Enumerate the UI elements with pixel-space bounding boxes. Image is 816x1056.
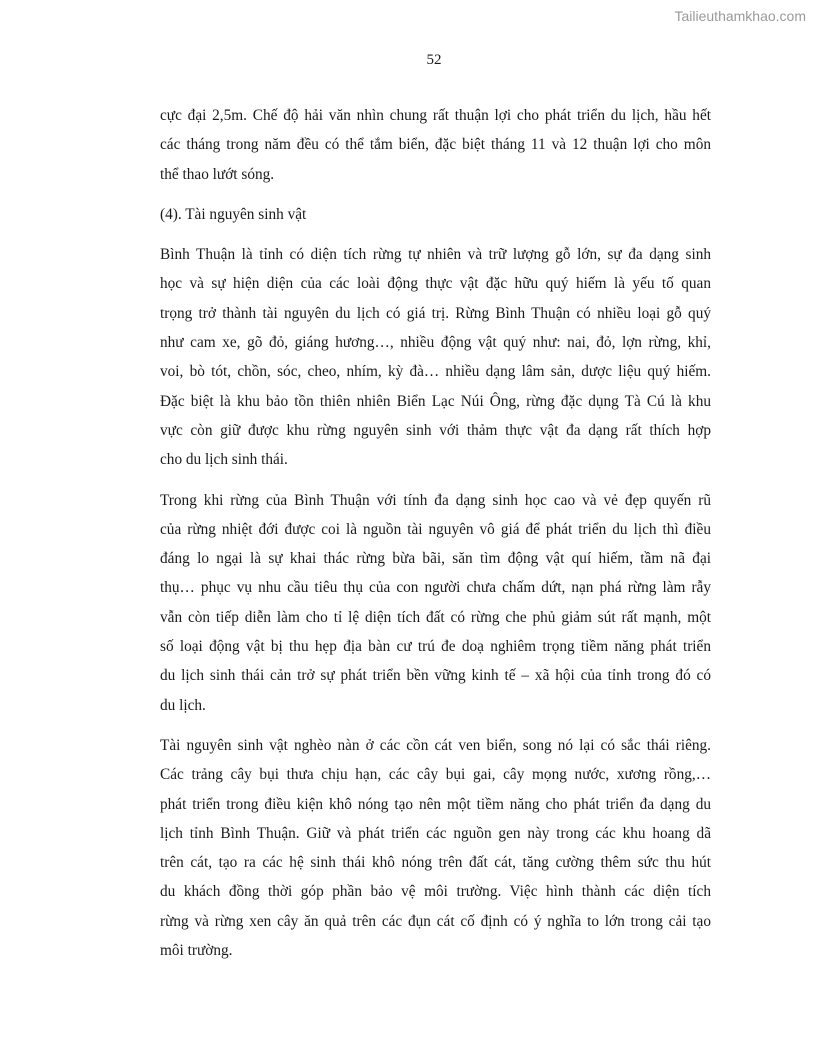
section-heading bbox=[160, 200, 711, 229]
text-line: phát triển trong điều kiện khô nóng tạo nên một tiềm năng cho phát triển đa dạng du bbox=[160, 795, 711, 813]
text-line: Trong khi rừng của Bình Thuận với tính đa dạng sinh học cao và vẻ đẹp quyến rũ bbox=[160, 491, 711, 509]
text-line: thể thao lướt sóng. bbox=[160, 165, 275, 183]
text-line: lịch tỉnh Bình Thuận. Giữ và phát triển các nguồn gen này trong các khu hoang dã bbox=[160, 824, 711, 842]
text-line: trên cát, tạo ra các hệ sinh thái khô nóng trên đất cát, tăng cường thêm sức thu hút bbox=[160, 854, 711, 872]
text-line: Đặc biệt là khu bảo tồn thiên nhiên Biển Lạc Núi Ông, rừng đặc dụng Tà Cú là khu bbox=[160, 392, 711, 410]
text-line: số loại động vật bị thu hẹp địa bàn cư trú đe doạ nghiêm trọng tiềm năng phát triển bbox=[160, 638, 711, 656]
text-line: vực còn giữ được khu rừng nguyên sinh với thảm thực vật đa dạng rất thích hợp bbox=[160, 421, 711, 439]
paragraph-dune-vegetation bbox=[160, 731, 711, 965]
text-line: du lịch. bbox=[160, 696, 206, 714]
text-line: Các trảng cây bụi thưa chịu hạn, các cây bụi gai, cây mọng nước, xương rồng,… bbox=[160, 766, 711, 784]
text-line: môi trường. bbox=[160, 942, 233, 960]
text-line: đáng lo ngại là sự khai thác rừng bừa bãi, săn tìm động vật quí hiếm, tầm nã đại bbox=[160, 550, 711, 568]
watermark-text: Tailieuthamkhao.com bbox=[674, 8, 806, 24]
text-line: du khách đồng thời góp phần bảo vệ môi trường. Việc hình thành các diện tích bbox=[160, 883, 711, 901]
text-line: của rừng nhiệt đới được coi là nguồn tài nguyên vô giá để phát triển du lịch thì điều bbox=[160, 520, 711, 538]
paragraph-sea-conditions bbox=[160, 101, 711, 189]
text-line: cực đại 2,5m. Chế độ hải văn nhìn chung rất thuận lợi cho phát triển du lịch, hầu hết bbox=[160, 107, 711, 124]
page-number: 52 bbox=[426, 52, 442, 68]
paragraph-forest-resources bbox=[160, 240, 711, 474]
section-heading-text: (4). Tài nguyên sinh vật bbox=[160, 205, 307, 223]
paragraph-forest-threats bbox=[160, 486, 711, 720]
text-line: Bình Thuận là tỉnh có diện tích rừng tự nhiên và trữ lượng gỗ lớn, sự đa dạng sinh bbox=[160, 246, 711, 264]
text-line: voi, bò tót, chồn, sóc, cheo, nhím, kỳ đà… nhiều dạng lâm sản, dược liệu quý hiếm. bbox=[160, 363, 711, 381]
text-line: trọng trở thành tài nguyên du lịch có giá trị. Rừng Bình Thuận có nhiều loại gỗ quý bbox=[160, 304, 711, 322]
text-line: các tháng trong năm đều có thể tắm biển, đặc biệt tháng 11 và 12 thuận lợi cho môn bbox=[160, 136, 711, 154]
document-body bbox=[160, 101, 711, 976]
text-line: như cam xe, gõ đỏ, giáng hương…, nhiều động vật quý như: nai, đỏ, lợn rừng, khỉ, bbox=[160, 334, 711, 352]
text-line: rừng và rừng xen cây ăn quả trên các đụn cát cố định có ý nghĩa to lớn trong cải tạo bbox=[160, 912, 711, 930]
text-line: cho du lịch sinh thái. bbox=[160, 451, 288, 469]
text-line: học và sự hiện diện của các loài động thực vật đặc hữu quý hiếm là yếu tố quan bbox=[160, 275, 711, 293]
text-line: Tài nguyên sinh vật nghèo nàn ở các cồn cát ven biển, song nó lại có sắc thái riêng. bbox=[160, 736, 711, 754]
text-line: vẫn còn tiếp diễn làm cho tỉ lệ diện tích đất có rừng che phủ giảm sút rất mạnh, một bbox=[160, 608, 711, 626]
text-line: du lịch sinh thái cản trở sự phát triển bền vững kinh tế – xã hội của tỉnh trong đó có bbox=[160, 667, 711, 685]
text-line: thụ… phục vụ nhu cầu tiêu thụ của con người chưa chấm dứt, nạn phá rừng làm rẫy bbox=[160, 579, 711, 597]
